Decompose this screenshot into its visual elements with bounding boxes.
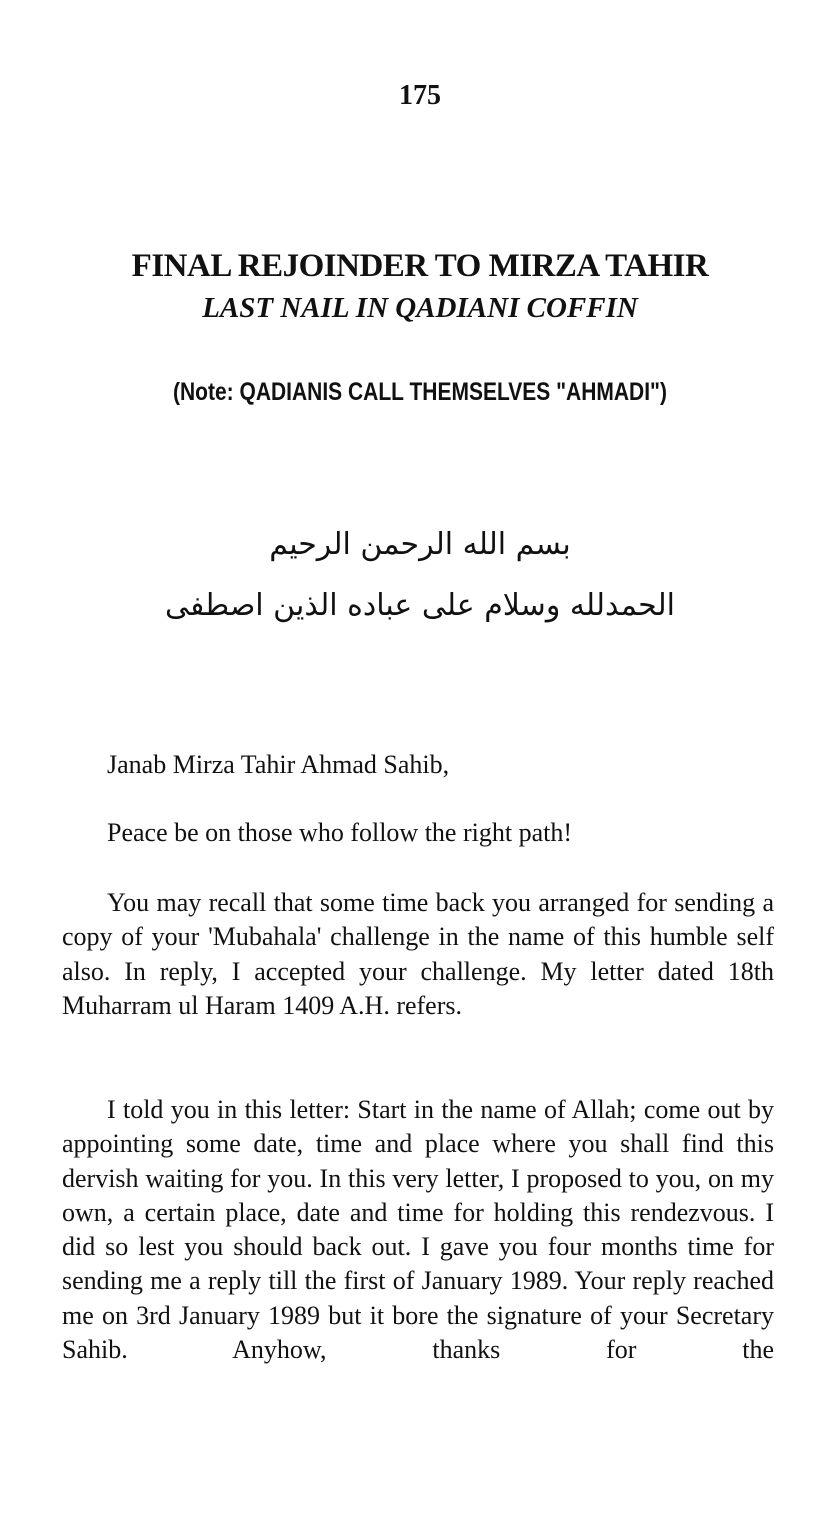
body-paragraph: You may recall that some time back you arranged for sending a copy of your 'Mubahala' challenge in the name of this humble self also. In reply, I accepted your challenge. My letter dated 18th Muharram ul Haram 1409 A.H. refers. [62, 888, 774, 1020]
page-number: 175 [399, 80, 441, 111]
arabic-invocation: بسم الله الرحمن الرحيم [269, 527, 571, 562]
chapter-subtitle: LAST NAIL IN QADIANI COFFIN [202, 292, 638, 324]
chapter-title: FINAL REJOINDER TO MIRZA TAHIR [131, 248, 709, 284]
letter-salutation: Janab Mirza Tahir Ahmad Sahib, [107, 750, 450, 779]
letter-greeting: Peace be on those who follow the right path! [107, 818, 572, 847]
body-paragraph: I told you in this letter: Start in the name of Allah; come out by appointing some date, time and place where you shall find this dervish waiting for you. In this very letter, I proposed to you, on my own, a certain place, date and time for holding this rendezvous. I did so lest you should back out. I gave you four months time for sending me a reply till the first of January 1989. Your reply reached me on 3rd January 1989 but it bore the signature of your Secretary Sahib. Anyhow, thanks for the [62, 1095, 774, 1365]
note-text: (Note: QADIANIS CALL THEMSELVES "AHMADI") [173, 378, 667, 406]
arabic-praise: الحمدلله وسلام على عباده الذين اصطفى [165, 588, 675, 623]
